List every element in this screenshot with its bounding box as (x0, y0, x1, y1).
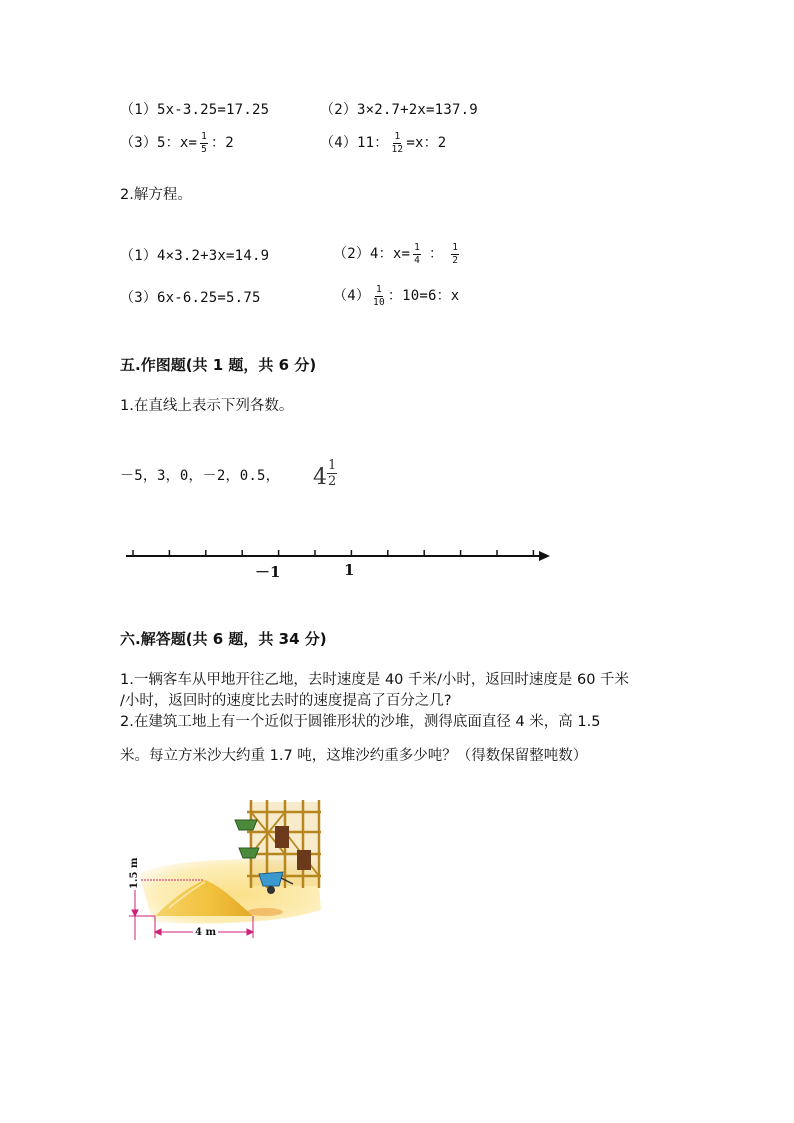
fraction-numerator: 1 (394, 131, 401, 142)
equation-4-2-4-suffix: ：10=6：x (387, 288, 460, 304)
equation-4-1-3-suffix: ：2 (211, 135, 234, 151)
number-line (0, 540, 794, 590)
number-line-arrow (539, 551, 550, 561)
equation-4-2-2 (333, 243, 462, 265)
mixed-number (313, 459, 343, 493)
mixed-number-whole: 4 (313, 465, 327, 490)
equation-4-1-4-prefix: （4）11： (320, 135, 389, 151)
height-label: 1.5 m (129, 857, 140, 889)
ratio-separator: ： (429, 246, 444, 262)
equation-4-1-3-prefix: （3）5：x= (120, 135, 198, 151)
window (297, 850, 311, 870)
axis-label-minus-one: －1 (255, 563, 281, 581)
equation-4-1-4-suffix: =x：2 (406, 135, 447, 151)
fraction-numerator: 1 (201, 131, 208, 142)
equation-4-2-3: （3）6x-6.25=5.75 (120, 290, 261, 306)
bucket-icon (235, 820, 257, 830)
fraction-denominator: 4 (414, 254, 421, 266)
sand-pile-figure (125, 798, 325, 943)
sand-shadow (247, 908, 283, 916)
section-heading-6: 六.解答题(共 6 题，共 34 分) (120, 630, 327, 648)
fraction-numerator: 1 (375, 284, 382, 295)
window (275, 826, 289, 848)
fraction (413, 243, 421, 265)
question-6-2-line-2: 米。每立方米沙大约重 1.7 吨，这堆沙约重多少吨？（得数保留整吨数） (120, 748, 588, 764)
fraction (392, 132, 404, 154)
question-6-2-line-1: 2.在建筑工地上有一个近似于圆锥形状的沙堆，测得底面直径 4 米，高 1.5 (120, 714, 601, 730)
numbers-list: －5，3，0，－2，0.5， (120, 468, 280, 484)
fraction-denominator: 12 (391, 143, 404, 155)
fraction-denominator: 2 (328, 474, 337, 489)
fraction (451, 243, 459, 265)
fraction-denominator: 2 (452, 254, 459, 266)
mixed-number-fraction (327, 459, 337, 488)
section-heading-5: 五.作图题(共 1 题，共 6 分) (120, 356, 317, 374)
fraction-numerator: 1 (328, 458, 337, 473)
equation-4-2-2-prefix: （2）4：x= (333, 246, 411, 262)
equation-4-2-4 (333, 285, 459, 307)
fraction-denominator: 5 (201, 143, 208, 155)
equation-4-1-2: （2）3×2.7+2x=137.9 (320, 102, 478, 118)
diameter-label: 4 m (195, 927, 217, 938)
bucket-icon (239, 848, 259, 858)
equation-4-2-1: （1）4×3.2+3x=14.9 (120, 248, 270, 264)
fraction-denominator: 10 (373, 296, 385, 308)
equation-4-1-3 (120, 132, 234, 154)
question-title-2: 2.解方程。 (120, 187, 192, 203)
axis-label-one: 1 (344, 561, 355, 579)
fraction (200, 132, 208, 154)
question-6-1-line-1: 1.一辆客车从甲地开往乙地，去时速度是 40 千米/小时，返回时速度是 60 千米 (120, 672, 630, 688)
equation-4-1-4 (320, 132, 446, 154)
equation-4-1-1: （1）5x-3.25=17.25 (120, 102, 270, 118)
question-6-1-line-2: /小时，返回时的速度比去时的速度提高了百分之几? (120, 693, 452, 709)
fraction (373, 285, 385, 307)
fraction-numerator: 1 (452, 242, 459, 253)
fraction-numerator: 1 (414, 242, 421, 253)
equation-4-2-4-prefix: （4） (333, 288, 371, 304)
question-5-1: 1.在直线上表示下列各数。 (120, 398, 294, 414)
